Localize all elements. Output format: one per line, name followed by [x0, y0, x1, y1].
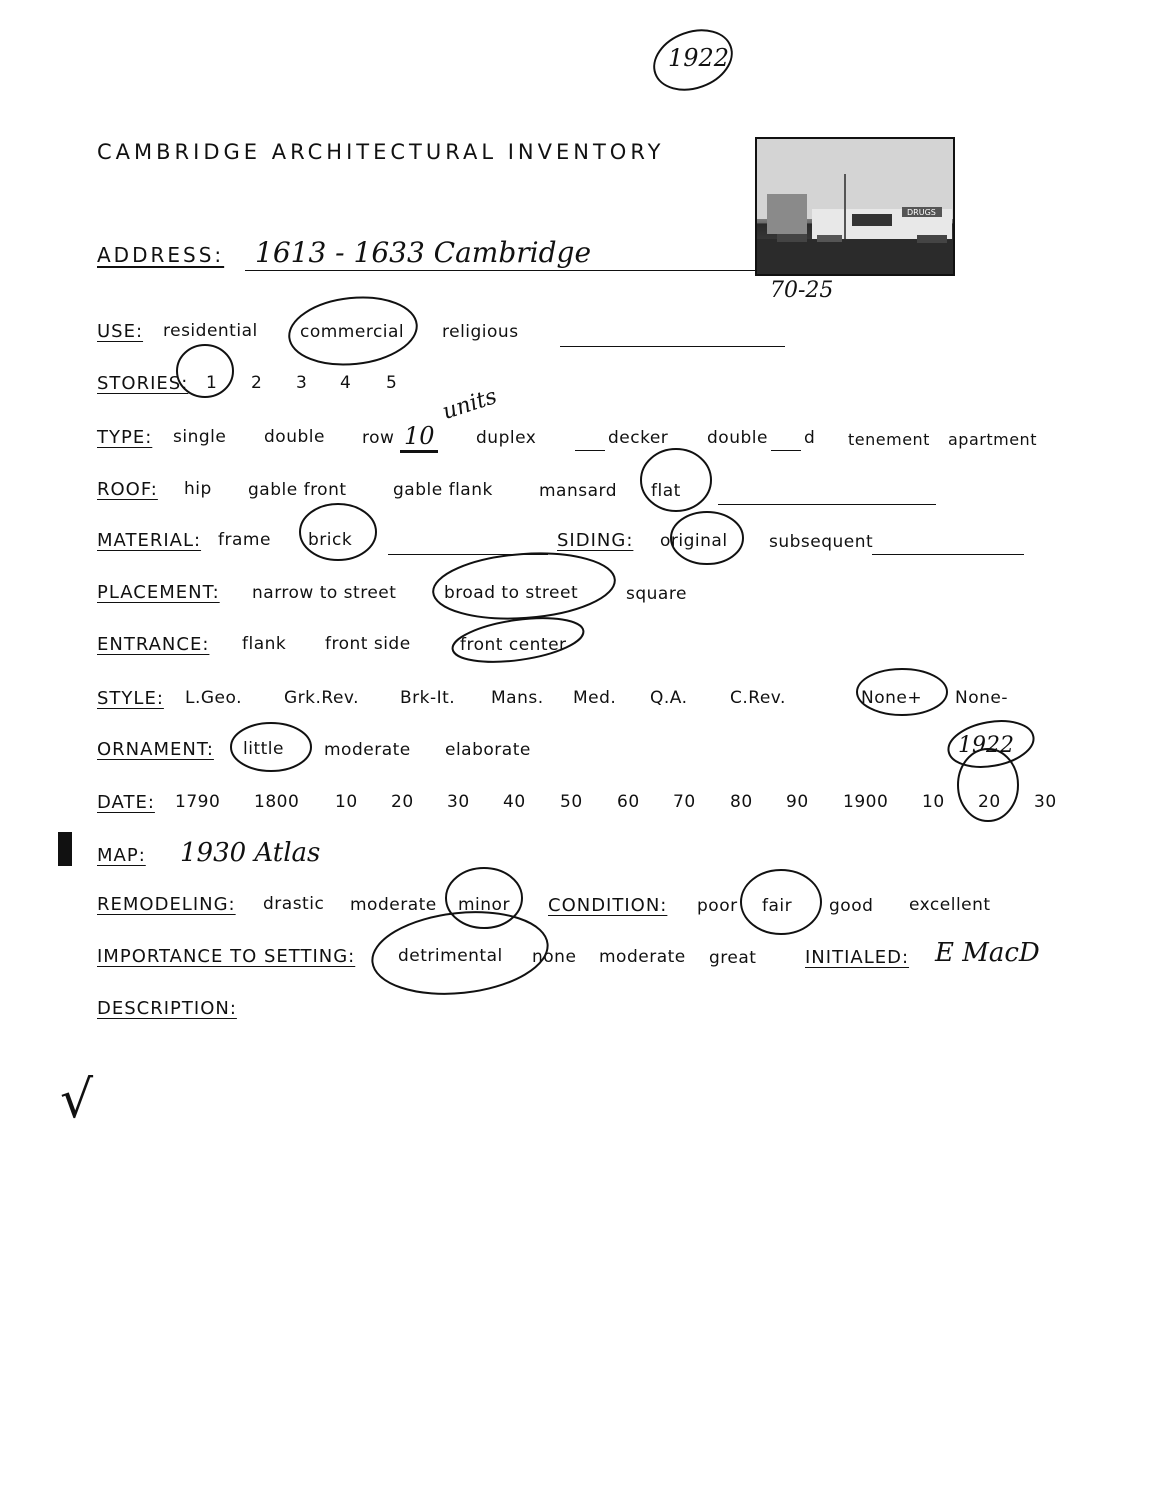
building-photo [755, 137, 955, 276]
roof-option-mansard[interactable]: mansard [539, 481, 618, 501]
double-d-line [771, 450, 801, 451]
ornament-option-little[interactable]: little [243, 739, 284, 759]
style-option-med[interactable]: Med. [573, 688, 617, 708]
use-option-religious[interactable]: religious [442, 322, 519, 342]
type-option-decker[interactable]: decker [608, 428, 669, 448]
use-option-commercial[interactable]: commercial [300, 322, 405, 342]
date-label: DATE: [97, 792, 155, 813]
style-option-none-plus[interactable]: None+ [861, 688, 923, 708]
material-label: MATERIAL: [97, 530, 202, 551]
remodeling-option-moderate[interactable]: moderate [350, 895, 437, 915]
condition-option-fair[interactable]: fair [762, 896, 793, 916]
date-option-1900[interactable]: 1900 [843, 792, 889, 812]
use-option-residential[interactable]: residential [163, 321, 258, 341]
address-value[interactable]: 1613 - 1633 Cambridge [255, 236, 592, 269]
date-option-40[interactable]: 40 [503, 792, 526, 812]
date-option-10[interactable]: 10 [335, 792, 358, 812]
type-option-tenement[interactable]: tenement [848, 430, 930, 449]
remodeling-label: REMODELING: [97, 894, 236, 915]
importance-option-detrimental[interactable]: detrimental [398, 946, 503, 966]
entrance-label: ENTRANCE: [97, 634, 210, 655]
date-option-20[interactable]: 20 [391, 792, 414, 812]
type-option-double-d[interactable]: double [707, 428, 768, 448]
date-option-1800[interactable]: 1800 [254, 792, 300, 812]
placement-option-square[interactable]: square [626, 584, 687, 604]
importance-option-great[interactable]: great [709, 948, 757, 968]
roof-other-line [718, 504, 936, 505]
type-option-apartment[interactable]: apartment [948, 430, 1037, 449]
date-option-1790[interactable]: 1790 [175, 792, 221, 812]
ornament-label: ORNAMENT: [97, 739, 214, 760]
placement-option-broad[interactable]: broad to street [444, 583, 579, 603]
use-label: USE: [97, 321, 144, 342]
siding-option-subsequent[interactable]: subsequent [769, 532, 874, 552]
form-title: CAMBRIDGE ARCHITECTURAL INVENTORY [97, 140, 665, 164]
type-label: TYPE: [97, 427, 153, 448]
storefront-photo-image [757, 139, 953, 274]
date-option-1930[interactable]: 30 [1034, 792, 1057, 812]
date-option-30[interactable]: 30 [447, 792, 470, 812]
roof-option-hip[interactable]: hip [184, 479, 212, 499]
siding-other-line [872, 554, 1024, 555]
style-option-brkit[interactable]: Brk-It. [400, 688, 456, 708]
stories-option-4[interactable]: 4 [340, 373, 352, 393]
corner-date-annotation: 1922 [668, 44, 730, 72]
type-option-row[interactable]: row [362, 428, 395, 448]
placement-option-narrow[interactable]: narrow to street [252, 583, 397, 603]
siding-option-original[interactable]: original [660, 531, 728, 551]
siding-label: SIDING: [557, 530, 634, 551]
type-option-duplex[interactable]: duplex [476, 428, 537, 448]
condition-option-excellent[interactable]: excellent [909, 895, 991, 915]
map-marker [58, 832, 72, 866]
row-count-value[interactable]: 10 [404, 422, 435, 450]
entrance-option-front-side[interactable]: front side [325, 634, 411, 654]
date-option-60[interactable]: 60 [617, 792, 640, 812]
initialed-value[interactable]: E MacD [935, 938, 1040, 968]
material-option-frame[interactable]: frame [218, 530, 271, 550]
photo-caption: 70-25 [770, 278, 834, 303]
style-option-crev[interactable]: C.Rev. [730, 688, 786, 708]
roof-option-flat[interactable]: flat [651, 481, 681, 501]
type-option-d[interactable]: d [804, 428, 816, 448]
style-option-grkrev[interactable]: Grk.Rev. [284, 688, 360, 708]
date-option-90[interactable]: 90 [786, 792, 809, 812]
material-other-line [388, 554, 548, 555]
stories-option-1[interactable]: 1 [206, 373, 218, 393]
ornament-option-elaborate[interactable]: elaborate [445, 740, 531, 760]
roof-option-gable-front[interactable]: gable front [248, 480, 347, 500]
svg-text:DRUGS: DRUGS [907, 208, 936, 217]
importance-label: IMPORTANCE TO SETTING: [97, 946, 356, 967]
ornament-option-moderate[interactable]: moderate [324, 740, 411, 760]
entrance-option-front-center[interactable]: front center [460, 635, 567, 655]
style-option-qa[interactable]: Q.A. [650, 688, 688, 708]
address-line [245, 270, 755, 271]
date-option-1920[interactable]: 20 [978, 792, 1001, 812]
decker-line [575, 450, 605, 451]
use-other-line [560, 346, 785, 347]
roof-label: ROOF: [97, 479, 158, 500]
stories-label: STORIES: [97, 373, 189, 394]
map-label: MAP: [97, 845, 146, 866]
entrance-option-flank[interactable]: flank [242, 634, 287, 654]
row-count-line [400, 450, 438, 451]
style-option-lgeo[interactable]: L.Geo. [185, 688, 243, 708]
roof-option-gable-flank[interactable]: gable flank [393, 480, 493, 500]
remodeling-option-minor[interactable]: minor [458, 895, 510, 915]
placement-label: PLACEMENT: [97, 582, 220, 603]
date-option-80[interactable]: 80 [730, 792, 753, 812]
date-note-1922: 1922 [958, 733, 1014, 758]
stories-option-2[interactable]: 2 [251, 373, 263, 393]
initialed-label: INITIALED: [805, 947, 910, 968]
type-option-single[interactable]: single [173, 427, 227, 447]
importance-option-moderate[interactable]: moderate [599, 947, 686, 967]
roof-flat-circle [641, 449, 711, 511]
style-label: STYLE: [97, 688, 164, 709]
style-option-none-minus[interactable]: None- [955, 688, 1008, 708]
type-units-note: units [439, 384, 501, 425]
description-label: DESCRIPTION: [97, 998, 237, 1019]
stories-option-5[interactable]: 5 [386, 373, 398, 393]
date-option-1910[interactable]: 10 [922, 792, 945, 812]
check-mark: √ [60, 1070, 94, 1130]
remodeling-option-drastic[interactable]: drastic [263, 894, 325, 914]
date-option-50[interactable]: 50 [560, 792, 583, 812]
material-option-brick[interactable]: brick [308, 530, 353, 550]
importance-option-none[interactable]: none [532, 947, 577, 967]
map-value[interactable]: 1930 Atlas [180, 838, 321, 868]
condition-option-poor[interactable]: poor [697, 896, 738, 916]
date-option-70[interactable]: 70 [673, 792, 696, 812]
stories-option-3[interactable]: 3 [296, 373, 308, 393]
type-option-double[interactable]: double [264, 427, 325, 447]
condition-label: CONDITION: [548, 895, 668, 916]
condition-option-good[interactable]: good [829, 896, 874, 916]
address-label: ADDRESS: [97, 243, 225, 267]
style-option-mans[interactable]: Mans. [491, 688, 544, 708]
